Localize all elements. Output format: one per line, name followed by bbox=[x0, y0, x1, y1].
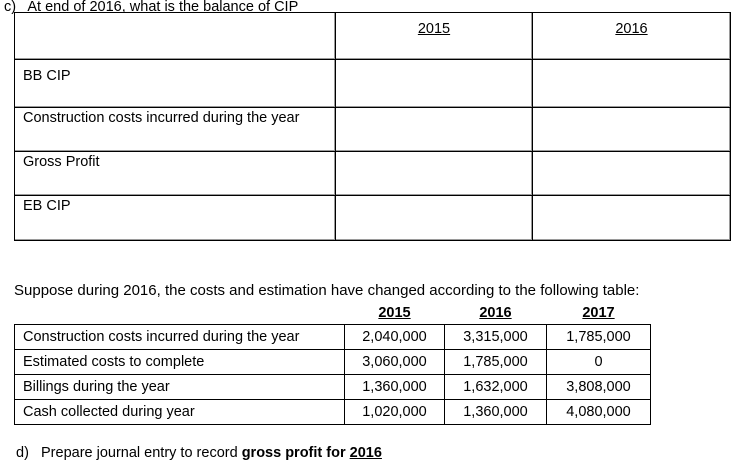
cip-row-label-eb: EB CIP bbox=[15, 196, 336, 241]
question-c-label: c) bbox=[4, 0, 17, 15]
cost-row bbox=[15, 400, 651, 425]
cost-cell: 1,360,000 bbox=[345, 375, 445, 400]
cost-cell: 3,060,000 bbox=[345, 350, 445, 375]
cost-cell: 1,785,000 bbox=[547, 325, 651, 350]
question-c-year: 2016 bbox=[89, 0, 122, 15]
cost-row-label: Billings during the year bbox=[15, 375, 345, 400]
cip-row bbox=[15, 60, 731, 108]
cip-header-2016: 2016 bbox=[533, 13, 731, 60]
cost-row bbox=[15, 350, 651, 375]
cip-row bbox=[15, 108, 731, 152]
cip-row-label-gross-profit: Gross Profit bbox=[15, 152, 336, 196]
cip-cell-input[interactable] bbox=[336, 152, 533, 196]
cip-header-row bbox=[15, 13, 731, 60]
cip-cell-input[interactable] bbox=[533, 108, 731, 152]
cost-row-label: Cash collected during year bbox=[15, 400, 345, 425]
question-c-text-prefix: At end of bbox=[27, 0, 90, 15]
cost-header-blank bbox=[15, 302, 345, 325]
cip-balance-table bbox=[14, 12, 731, 241]
intro-text: Suppose during 2016, the costs and estimation have changed according to the following table: bbox=[14, 282, 640, 299]
cip-header-2015: 2015 bbox=[336, 13, 533, 60]
question-d-text-prefix: Prepare journal entry to record bbox=[41, 445, 242, 461]
cost-cell: 0 bbox=[547, 350, 651, 375]
question-d-label: d) bbox=[16, 445, 29, 461]
cip-cell-input[interactable] bbox=[336, 60, 533, 108]
cost-row-label: Construction costs incurred during the year bbox=[15, 325, 345, 350]
cost-row bbox=[15, 375, 651, 400]
cost-cell: 1,360,000 bbox=[445, 400, 547, 425]
question-c-text-suffix: , what is the balance of CIP bbox=[121, 0, 299, 15]
cip-header-blank-cell bbox=[15, 13, 336, 60]
cost-row bbox=[15, 325, 651, 350]
cost-cell: 4,080,000 bbox=[547, 400, 651, 425]
cost-estimation-table bbox=[14, 302, 651, 425]
cip-cell-input[interactable] bbox=[336, 108, 533, 152]
cip-cell-input[interactable] bbox=[533, 60, 731, 108]
cost-cell: 2,040,000 bbox=[345, 325, 445, 350]
cost-cell: 1,632,000 bbox=[445, 375, 547, 400]
cost-header-2015: 2015 bbox=[378, 305, 411, 321]
cip-cell-input[interactable] bbox=[533, 152, 731, 196]
cost-header-row bbox=[15, 302, 651, 325]
cip-row bbox=[15, 196, 731, 241]
cost-header-2017: 2017 bbox=[582, 305, 615, 321]
cip-cell-input[interactable] bbox=[336, 196, 533, 241]
question-d-bold: gross profit for bbox=[241, 445, 350, 461]
cip-row bbox=[15, 152, 731, 196]
cip-row-label-bb: BB CIP bbox=[15, 60, 336, 108]
cost-cell: 1,020,000 bbox=[345, 400, 445, 425]
question-d bbox=[16, 444, 382, 462]
cost-cell: 3,315,000 bbox=[445, 325, 547, 350]
cost-cell: 3,808,000 bbox=[547, 375, 651, 400]
cip-row-label-construction: Construction costs incurred during the year bbox=[15, 108, 336, 152]
cip-cell-input[interactable] bbox=[533, 196, 731, 241]
cost-cell: 1,785,000 bbox=[445, 350, 547, 375]
cost-row-label: Estimated costs to complete bbox=[15, 350, 345, 375]
cost-header-2016: 2016 bbox=[479, 305, 512, 321]
question-d-bold-year: 2016 bbox=[349, 445, 382, 461]
